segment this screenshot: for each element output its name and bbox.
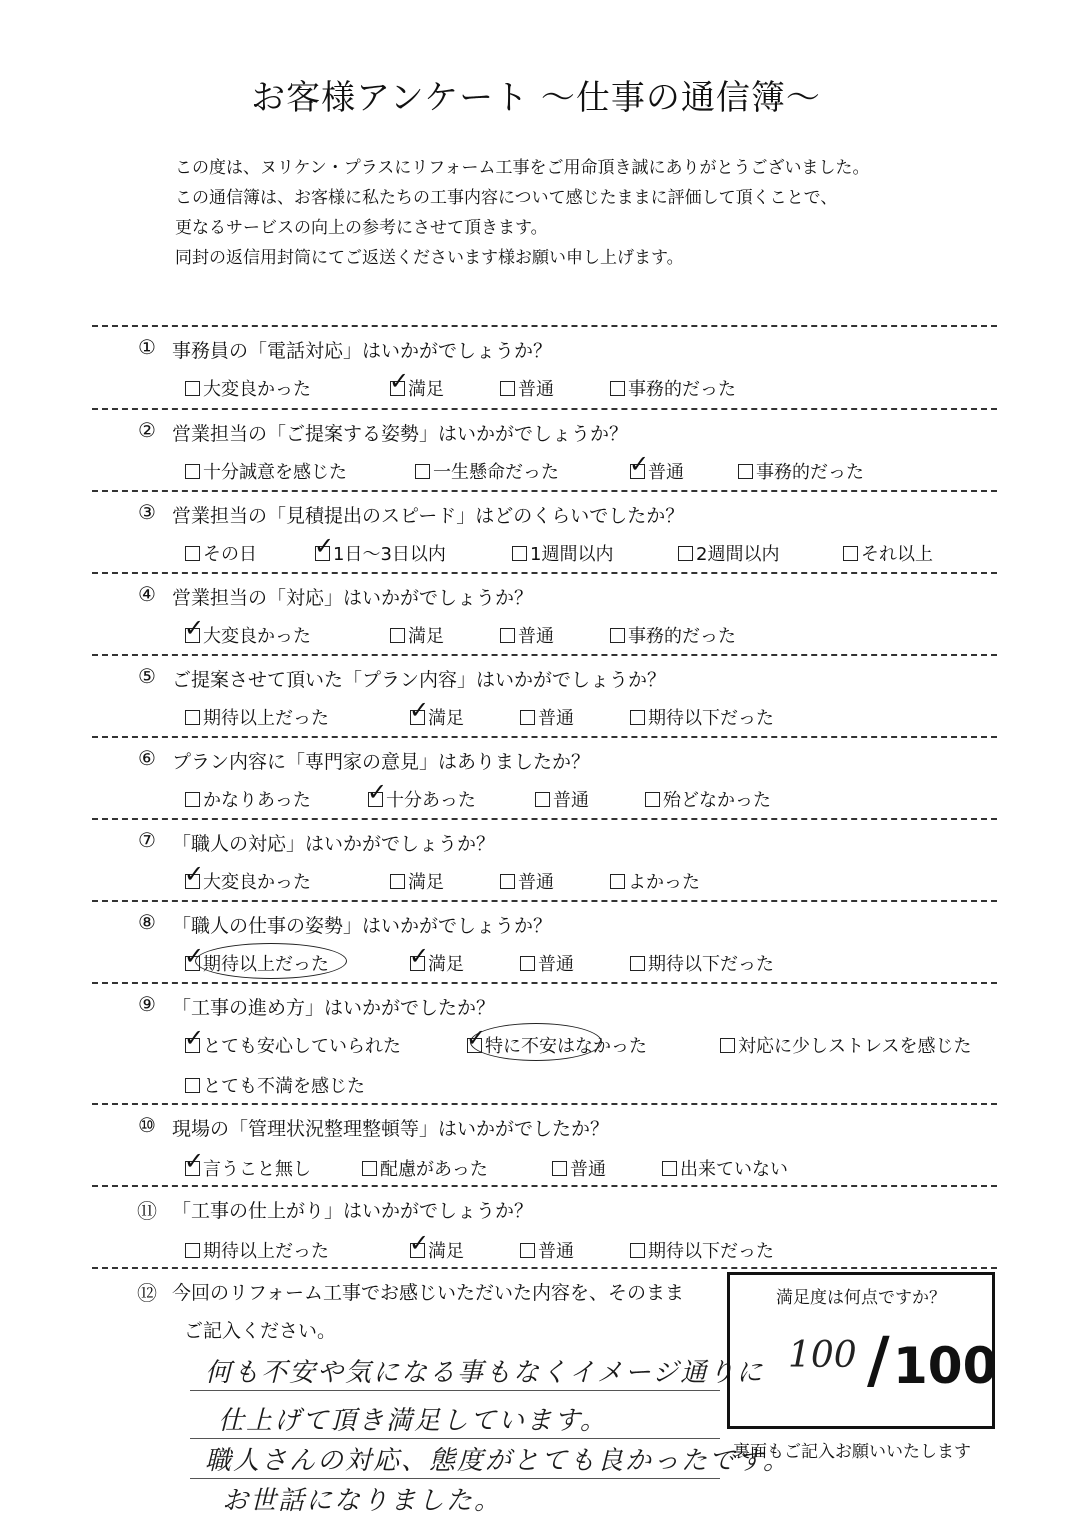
question-number: ⑦ (138, 828, 156, 852)
option-label: 十分誠意を感じた (203, 462, 347, 483)
question-number: ⑨ (138, 992, 156, 1016)
question-number: ⑤ (138, 664, 156, 688)
answer-option[interactable] (409, 941, 464, 976)
checkbox[interactable] (184, 859, 205, 889)
option-label: 期待以下だった (648, 1241, 774, 1262)
dashed-separator (92, 654, 997, 656)
question-text: 今回のリフォーム工事でお感じいただいた内容を、そのまま (172, 1282, 685, 1304)
dashed-separator (92, 818, 997, 820)
score-label: 満足度は何点ですか？ (776, 1288, 946, 1308)
option-label: 期待以上だった (203, 954, 329, 975)
checkbox[interactable] (630, 956, 645, 971)
option-label: 普通 (570, 1159, 606, 1180)
answer-option[interactable] (184, 613, 311, 648)
option-label: 配慮があった (380, 1159, 488, 1180)
checkbox[interactable] (185, 710, 200, 725)
checkbox[interactable] (185, 381, 200, 396)
intro-text (175, 153, 995, 273)
answer-option[interactable] (184, 1146, 311, 1181)
answer-option[interactable] (662, 1155, 788, 1181)
back-side-note: 裏面もご記入お願いいたします (733, 1442, 971, 1462)
checkbox[interactable] (630, 1243, 645, 1258)
dashed-separator (92, 1103, 997, 1105)
checkbox[interactable] (184, 1023, 205, 1053)
question-number: ② (138, 418, 156, 442)
option-label: 事務的だった (628, 379, 736, 400)
check-mark-icon: ✓ (409, 695, 430, 724)
option-label: 大変良かった (203, 872, 311, 893)
option-label: かなりあった (203, 790, 311, 811)
option-label: 満足 (408, 379, 444, 400)
option-label: それ以上 (861, 544, 933, 565)
checkbox[interactable] (843, 546, 858, 561)
answer-option[interactable] (738, 458, 864, 484)
check-mark-icon: ✓ (367, 777, 388, 806)
answer-option[interactable] (645, 786, 771, 812)
answer-option[interactable] (185, 704, 329, 730)
option-label: とても安心していられた (203, 1036, 401, 1057)
answer-option[interactable] (610, 622, 736, 648)
option-label: 言うこと無し (203, 1159, 311, 1180)
question-number: ⑪ (137, 1199, 157, 1223)
question-number: ⑧ (138, 910, 156, 934)
option-label: 満足 (408, 626, 444, 647)
check-mark-icon: ✓ (466, 1023, 487, 1052)
intro-line: 同封の返信用封筒にてご返送くださいます様お願い申し上げます。 (175, 248, 684, 268)
check-mark-icon: ✓ (184, 1023, 205, 1052)
checkbox[interactable] (500, 628, 515, 643)
checkbox[interactable] (184, 613, 205, 643)
intro-line: この度は、ヌリケン・プラスにリフォーム工事をご用命頂き誠にありがとうございました。 (175, 158, 870, 178)
answer-option[interactable] (500, 622, 554, 648)
checkbox[interactable] (610, 874, 625, 889)
dashed-separator (92, 982, 997, 984)
question-text: 「工事の仕上がり」はいかがでしょうか？ (172, 1200, 534, 1222)
answer-option[interactable] (184, 1023, 401, 1058)
dashed-separator (92, 490, 997, 492)
question-text: 「工事の進め方」はいかがでしたか？ (172, 997, 496, 1019)
option-label: 2週間以内 (696, 544, 780, 565)
checkbox[interactable] (645, 792, 660, 807)
checkbox[interactable] (314, 531, 335, 561)
checkbox[interactable] (409, 1228, 430, 1258)
check-mark-icon: ✓ (314, 531, 335, 560)
dashed-separator (92, 572, 997, 574)
score-max: 100 (893, 1337, 998, 1395)
answer-option[interactable] (535, 786, 589, 812)
answer-option[interactable] (610, 868, 700, 894)
checkbox[interactable] (390, 874, 405, 889)
option-label: 普通 (648, 462, 684, 483)
checkbox[interactable] (512, 546, 527, 561)
option-label: 殆どなかった (663, 790, 771, 811)
answer-option[interactable] (367, 777, 476, 812)
option-label: 特に不安はなかった (485, 1036, 647, 1057)
option-label: 期待以上だった (203, 708, 329, 729)
checkbox[interactable] (720, 1038, 735, 1053)
option-label: 期待以上だった (203, 1241, 329, 1262)
answer-option[interactable] (390, 868, 444, 894)
question-text: 現場の「管理状況整理整頓等」はいかがでしたか？ (172, 1118, 610, 1140)
answer-option[interactable] (520, 1237, 574, 1263)
answer-option[interactable] (520, 704, 574, 730)
answer-option[interactable] (843, 540, 933, 566)
checkbox[interactable] (367, 777, 388, 807)
checkbox[interactable] (535, 792, 550, 807)
handwritten-comment-line: 仕上げて頂き満足しています。 (218, 1406, 608, 1436)
answer-option[interactable] (629, 449, 684, 484)
check-mark-icon: ✓ (409, 941, 430, 970)
checkbox[interactable] (738, 464, 753, 479)
option-label: 十分あった (386, 790, 476, 811)
answer-option[interactable] (552, 1155, 606, 1181)
checkbox[interactable] (520, 1243, 535, 1258)
option-label: 満足 (428, 954, 464, 975)
writing-line (190, 1478, 720, 1479)
checkbox[interactable] (610, 628, 625, 643)
answer-option[interactable] (185, 1072, 365, 1098)
satisfaction-score-box (727, 1272, 998, 1429)
option-label: 対応に少しストレスを感じた (738, 1036, 972, 1057)
question-number: ⑩ (138, 1113, 156, 1137)
writing-line (190, 1438, 720, 1439)
answer-option[interactable] (630, 704, 774, 730)
answer-option[interactable] (415, 458, 559, 484)
dashed-separator (92, 736, 997, 738)
option-label: 普通 (518, 379, 554, 400)
checkbox[interactable] (389, 366, 410, 396)
check-mark-icon: ✓ (409, 1228, 430, 1257)
answer-option[interactable] (362, 1155, 488, 1181)
option-label: とても不満を感じた (203, 1076, 365, 1097)
checkbox[interactable] (362, 1161, 377, 1176)
checkbox[interactable] (629, 449, 650, 479)
dashed-separator (92, 1267, 997, 1269)
option-label: 事務的だった (756, 462, 864, 483)
checkbox[interactable] (390, 628, 405, 643)
question-text: ご提案させて頂いた「プラン内容」はいかがでしょうか？ (172, 669, 667, 691)
answer-option[interactable] (630, 1237, 774, 1263)
check-mark-icon: ✓ (184, 1146, 205, 1175)
option-label: 大変良かった (203, 626, 311, 647)
check-mark-icon: ✓ (389, 366, 410, 395)
answer-option[interactable] (185, 375, 311, 401)
checkbox[interactable] (185, 464, 200, 479)
checkbox[interactable] (185, 1078, 200, 1093)
score-slash: / (867, 1323, 890, 1396)
checkbox[interactable] (552, 1161, 567, 1176)
option-label: 普通 (538, 708, 574, 729)
checkbox[interactable] (185, 546, 200, 561)
answer-option[interactable] (185, 786, 311, 812)
check-mark-icon: ✓ (184, 941, 205, 970)
answer-option[interactable] (409, 1228, 464, 1263)
handwritten-comment-line: 職人さんの対応、態度がとても良かったです。 (205, 1446, 791, 1476)
dashed-separator (92, 408, 997, 410)
answer-option[interactable] (185, 1237, 329, 1263)
checkbox[interactable] (500, 381, 515, 396)
answer-option[interactable] (520, 950, 574, 976)
checkbox[interactable] (184, 1146, 205, 1176)
page-title: お客様アンケート ～仕事の通信簿～ (251, 78, 821, 118)
option-label: 普通 (538, 954, 574, 975)
option-label: 普通 (553, 790, 589, 811)
hand-drawn-circle (195, 943, 347, 979)
option-label: 期待以下だった (648, 708, 774, 729)
option-label: 普通 (518, 872, 554, 893)
answer-option[interactable] (314, 531, 446, 566)
answer-option[interactable] (720, 1032, 971, 1058)
question-text: 「職人の対応」はいかがでしょうか？ (172, 833, 496, 855)
question-text: 営業担当の「対応」はいかがでしょうか？ (172, 587, 534, 609)
checkbox[interactable] (678, 546, 693, 561)
option-label: よかった (628, 872, 700, 893)
answer-option[interactable] (185, 458, 347, 484)
dashed-separator (92, 325, 997, 327)
question-number: ④ (138, 582, 156, 606)
answer-option[interactable] (500, 375, 554, 401)
checkbox[interactable] (520, 956, 535, 971)
option-label: 一生懸命だった (433, 462, 559, 483)
option-label: 事務的だった (628, 626, 736, 647)
score-value: 100 (788, 1335, 857, 1376)
question-text: 営業担当の「見積提出のスピード」はどのくらいでしたか？ (172, 505, 685, 527)
answer-option[interactable] (389, 366, 444, 401)
checkbox[interactable] (409, 941, 430, 971)
option-label: 満足 (408, 872, 444, 893)
option-label: 出来ていない (680, 1159, 788, 1180)
writing-line (190, 1390, 720, 1391)
check-mark-icon: ✓ (184, 859, 205, 888)
option-label: 期待以下だった (648, 954, 774, 975)
dashed-separator (92, 1185, 997, 1187)
question-number: ① (138, 335, 156, 359)
checkbox[interactable] (415, 464, 430, 479)
checkbox[interactable] (500, 874, 515, 889)
handwritten-comment-line: 何も不安や気になる事もなくイメージ通りに (205, 1358, 765, 1388)
checkbox[interactable] (185, 1243, 200, 1258)
option-label: 1週間以内 (530, 544, 614, 565)
question-text: 営業担当の「ご提案する姿勢」はいかがでしょうか？ (172, 423, 629, 445)
intro-line: この通信簿は、お客様に私たちの工事内容について感じたままに評価して頂くことで、 (175, 188, 838, 208)
check-mark-icon: ✓ (184, 613, 205, 642)
answer-option[interactable] (184, 859, 311, 894)
question-number: ③ (138, 500, 156, 524)
intro-line: 更なるサービスの向上の参考にさせて頂きます。 (175, 218, 548, 238)
option-label: 満足 (428, 708, 464, 729)
checkbox[interactable] (630, 710, 645, 725)
answer-option[interactable] (390, 622, 444, 648)
checkbox[interactable] (185, 792, 200, 807)
question-text-continued: ご記入ください。 (184, 1320, 337, 1342)
question-number: ⑥ (138, 746, 156, 770)
question-number: ⑫ (137, 1281, 157, 1305)
checkbox[interactable] (520, 710, 535, 725)
hand-drawn-circle (470, 1023, 602, 1061)
option-label: 普通 (518, 626, 554, 647)
answer-option[interactable] (678, 540, 779, 566)
option-label: その日 (203, 544, 257, 565)
answer-option[interactable] (185, 540, 257, 566)
answer-option[interactable] (409, 695, 464, 730)
option-label: 1日～3日以内 (333, 544, 446, 565)
question-text: 事務員の「電話対応」はいかがでしょうか？ (172, 340, 553, 362)
answer-option[interactable] (610, 375, 736, 401)
answer-option[interactable] (512, 540, 613, 566)
dashed-separator (92, 900, 997, 902)
answer-option[interactable] (500, 868, 554, 894)
checkbox[interactable] (662, 1161, 677, 1176)
checkbox[interactable] (610, 381, 625, 396)
handwritten-comment-line: お世話になりました。 (222, 1486, 503, 1516)
option-label: 普通 (538, 1241, 574, 1262)
checkbox[interactable] (409, 695, 430, 725)
question-text: プラン内容に「専門家の意見」はありましたか？ (172, 751, 591, 773)
option-label: 大変良かった (203, 379, 311, 400)
question-text: 「職人の仕事の姿勢」はいかがでしょうか？ (172, 915, 553, 937)
check-mark-icon: ✓ (629, 449, 650, 478)
answer-option[interactable] (630, 950, 774, 976)
option-label: 満足 (428, 1241, 464, 1262)
